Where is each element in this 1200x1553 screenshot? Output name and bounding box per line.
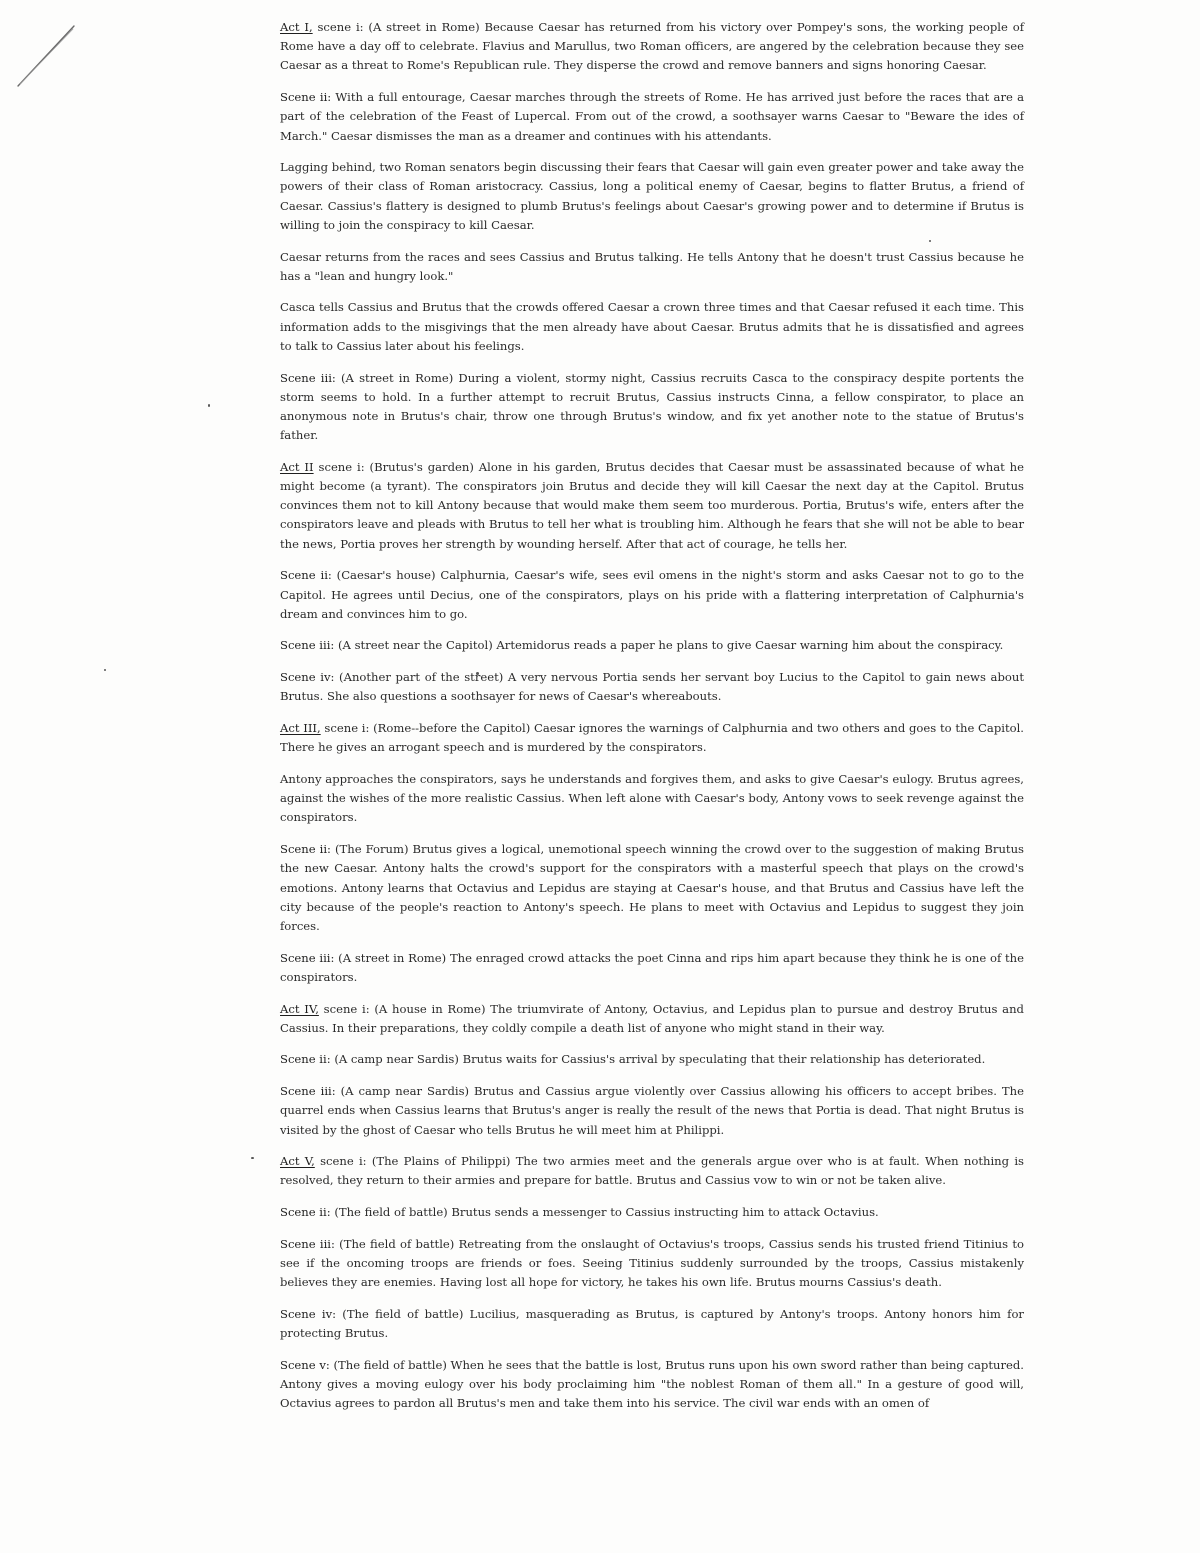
paragraph-text: Casca tells Cassius and Brutus that the crowds offered Caesar a crown three times and that Caesar refused it each time. This information adds to the misgivings that the men already have about Caesar. Brutus admits that he is dissatisfied and agrees to talk to Cassius later about his feelings. (280, 300, 1024, 353)
paragraph-text: (The field of battle) Retreating from the onslaught of Octavius's troops, Cassius sends his trusted friend Titinius to see if the oncoming troops are friends or foes. Seeing Titinius suddenly surrounded by the troops, Cassius mistakenly believes they are enemies. Having lost all hope for victory, he takes his own life. Brutus mourns Cassius's death. (280, 1236, 1024, 1290)
summary-paragraph (280, 1152, 1024, 1190)
paragraph-text: Antony approaches the conspirators, says he understands and forgives them, and asks to give Caesar's eulogy. Brutus agrees, against the wishes of the more realistic Cassius. When left alone with Caesar's body, Antony vows to seek revenge against the conspirators. (280, 772, 1024, 825)
summary-paragraph (280, 458, 1024, 554)
summary-paragraph (280, 1203, 1024, 1222)
summary-paragraph (280, 949, 1024, 987)
summary-paragraph (280, 566, 1024, 624)
scene-label: Scene v: (280, 1357, 330, 1372)
act-heading: Act I, (280, 20, 313, 34)
scene-label: Scene ii: (280, 90, 332, 105)
paragraph-text: (A camp near Sardis) Brutus waits for Cassius's arrival by speculating that their relationship has deteriorated. (330, 1052, 986, 1067)
paragraph-text: scene i: (Brutus's garden) Alone in his garden, Brutus decides that Caesar must be assassinated because of what he might become (a tyrant). The conspirators join Brutus and decide they will kill Caesar the next day at the Capitol. Brutus convinces them not to kill Antony because that would make them seem too murderous. Portia, Brutus's wife, enters after the conspirators leave and pleads with Brutus to tell her what is troubling him. Although he fears that she will not be able to bear the news, Portia proves her strength by wounding herself. After that act of courage, he tells her. (280, 459, 1024, 551)
paragraph-text: (A street in Rome) The enraged crowd attacks the poet Cinna and rips him apart because they think he is one of the conspirators. (280, 950, 1024, 984)
scene-label: Scene ii: (280, 842, 331, 857)
summary-paragraph (280, 158, 1024, 235)
paragraph-text: With a full entourage, Caesar marches through the streets of Rome. He has arrived just before the races that are a part of the celebration of the Feast of Lupercal. From out of the crowd, a soothsayer warns Caesar to "Beware the ides of March." Caesar dismisses the man as a dreamer and continues with his attendants. (280, 90, 1024, 143)
paragraph-text: (The field of battle) Lucilius, masquerading as Brutus, is captured by Antony's troops. Antony honors him for protecting Brutus. (280, 1306, 1024, 1341)
summary-paragraph (280, 298, 1024, 356)
summary-text (280, 18, 1024, 1426)
act-heading: Act II (280, 459, 314, 474)
paragraph-text: scene i: (The Plains of Philippi) The two armies meet and the generals argue over who is at fault. When nothing is resolved, they return to their armies and prepare for battle. Brutus and Cassius vow to win or not be taken alive. (280, 1154, 1024, 1188)
summary-paragraph (280, 719, 1024, 757)
summary-paragraph (280, 668, 1024, 706)
paragraph-text: Caesar returns from the races and sees Cassius and Brutus talking. He tells Antony that he doesn't trust Cassius because he has a "lean and hungry look." (280, 249, 1024, 283)
summary-paragraph (280, 1000, 1024, 1038)
paragraph-text: scene i: (Rome--before the Capitol) Caesar ignores the warnings of Calphurnia and two others and goes to the Capitol. There he gives an arrogant speech and is murdered by the conspirators. (280, 721, 1024, 755)
paragraph-text: (The Forum) Brutus gives a logical, unemotional speech winning the crowd over to the suggestion of making Brutus the new Caesar. Antony halts the crowd's support for the conspirators with a masterful speech that plays on the crowd's emotions. Antony learns that Octavius and Lepidus are staying at Caesar's house, and that Brutus and Cassius have left the city because of the people's reaction to Antony's speech. He plans to meet with Octavius and Lepidus to suggest they join forces. (280, 842, 1024, 933)
paragraph-text: Lagging behind, two Roman senators begin discussing their fears that Caesar will gain even greater power and take away the powers of their class of Roman aristocracy. Cassius, long a political enemy of Caesar, begins to flatter Brutus, a friend of Caesar. Cassius's flattery is designed to plumb Brutus's feelings about Caesar's growing power and to determine if Brutus is willing to join the conspiracy to kill Caesar. (280, 160, 1024, 232)
scene-label: Scene iii: (280, 638, 335, 653)
scene-label: Scene iii: (280, 1084, 336, 1099)
pen-mark-stroke (0, 0, 90, 100)
summary-paragraph (280, 1305, 1024, 1343)
summary-paragraph (280, 636, 1024, 655)
scene-label: Scene iv: (280, 1306, 337, 1321)
scene-label: Scene ii: (280, 568, 332, 583)
summary-paragraph (280, 1235, 1024, 1293)
scan-speck (208, 404, 210, 407)
summary-paragraph (280, 1050, 1024, 1069)
summary-paragraph (280, 1082, 1024, 1140)
act-heading: Act IV, (280, 1001, 319, 1016)
act-heading: Act V, (280, 1154, 315, 1169)
paragraph-text: scene i: (A house in Rome) The triumvirate of Antony, Octavius, and Lepidus plan to pursue and destroy Brutus and Cassius. In their preparations, they coldly compile a death list of anyone who might stand in their way. (280, 1001, 1024, 1035)
paragraph-text: (The field of battle) Brutus sends a messenger to Cassius instructing him to attack Octavius. (330, 1205, 879, 1220)
scan-speck (104, 669, 106, 671)
paragraph-text: (The field of battle) When he sees that the battle is lost, Brutus runs upon his own sword rather than being captured. Antony gives a moving eulogy over his body proclaiming him "the noblest Roman of them all." In a gesture of good will, Octavius agrees to pardon all Brutus's men and take them into his service. The civil war ends with an omen of (280, 1357, 1024, 1411)
summary-paragraph (280, 369, 1024, 446)
scene-label: Scene iii: (280, 1236, 335, 1251)
summary-paragraph (280, 840, 1024, 936)
summary-paragraph (280, 770, 1024, 828)
summary-paragraph (280, 1356, 1024, 1414)
paragraph-text: (A street near the Capitol) Artemidorus reads a paper he plans to give Caesar warning him about the conspiracy. (334, 638, 1004, 653)
scan-speck (251, 1157, 254, 1159)
paragraph-text: (A camp near Sardis) Brutus and Cassius argue violently over Cassius allowing his officers to accept bribes. The quarrel ends when Cassius learns that Brutus's anger is really the result of the news that Portia is dead. That night Brutus is visited by the ghost of Caesar who tells Brutus he will meet him at Philippi. (280, 1084, 1024, 1137)
act-heading: Act III, (280, 721, 321, 736)
scene-label: Scene iii: (280, 950, 335, 965)
summary-paragraph (280, 248, 1024, 286)
paragraph-text: scene i: (A street in Rome) Because Caesar has returned from his victory over Pompey's sons, the working people of Rome have a day off to celebrate. Flavius and Marullus, two Roman officers, are angered by the celebration because they see Caesar as a threat to Rome's Republican rule. They disperse the crowd and remove banners and signs honoring Caesar. (280, 20, 1024, 73)
scene-label: Scene ii: (280, 1052, 331, 1067)
summary-paragraph (280, 18, 1024, 76)
scene-label: Scene iii: (280, 370, 336, 385)
summary-paragraph (280, 88, 1024, 146)
paragraph-text: (Caesar's house) Calphurnia, Caesar's wife, sees evil omens in the night's storm and asks Caesar not to go to the Capitol. He agrees until Decius, one of the conspirators, plays on his pride with a flattering interpretation of Calphurnia's dream and convinces him to go. (280, 568, 1025, 621)
scene-label: Scene iv: (280, 670, 335, 685)
paragraph-text: (Another part of the street) A very nervous Portia sends her servant boy Lucius to the Capitol to gain news about Brutus. She also questions a soothsayer for news of Caesar's whereabouts. (280, 670, 1024, 704)
paragraph-text: (A street in Rome) During a violent, stormy night, Cassius recruits Casca to the conspiracy despite portents the storm seems to hold. In a further attempt to recruit Brutus, Cassius instructs Cinna, a fellow conspirator, to place an anonymous note in Brutus's chair, throw one through Brutus's window, and fix yet another note to the statue of Brutus's father. (280, 370, 1024, 443)
scene-label: Scene ii: (280, 1205, 331, 1220)
